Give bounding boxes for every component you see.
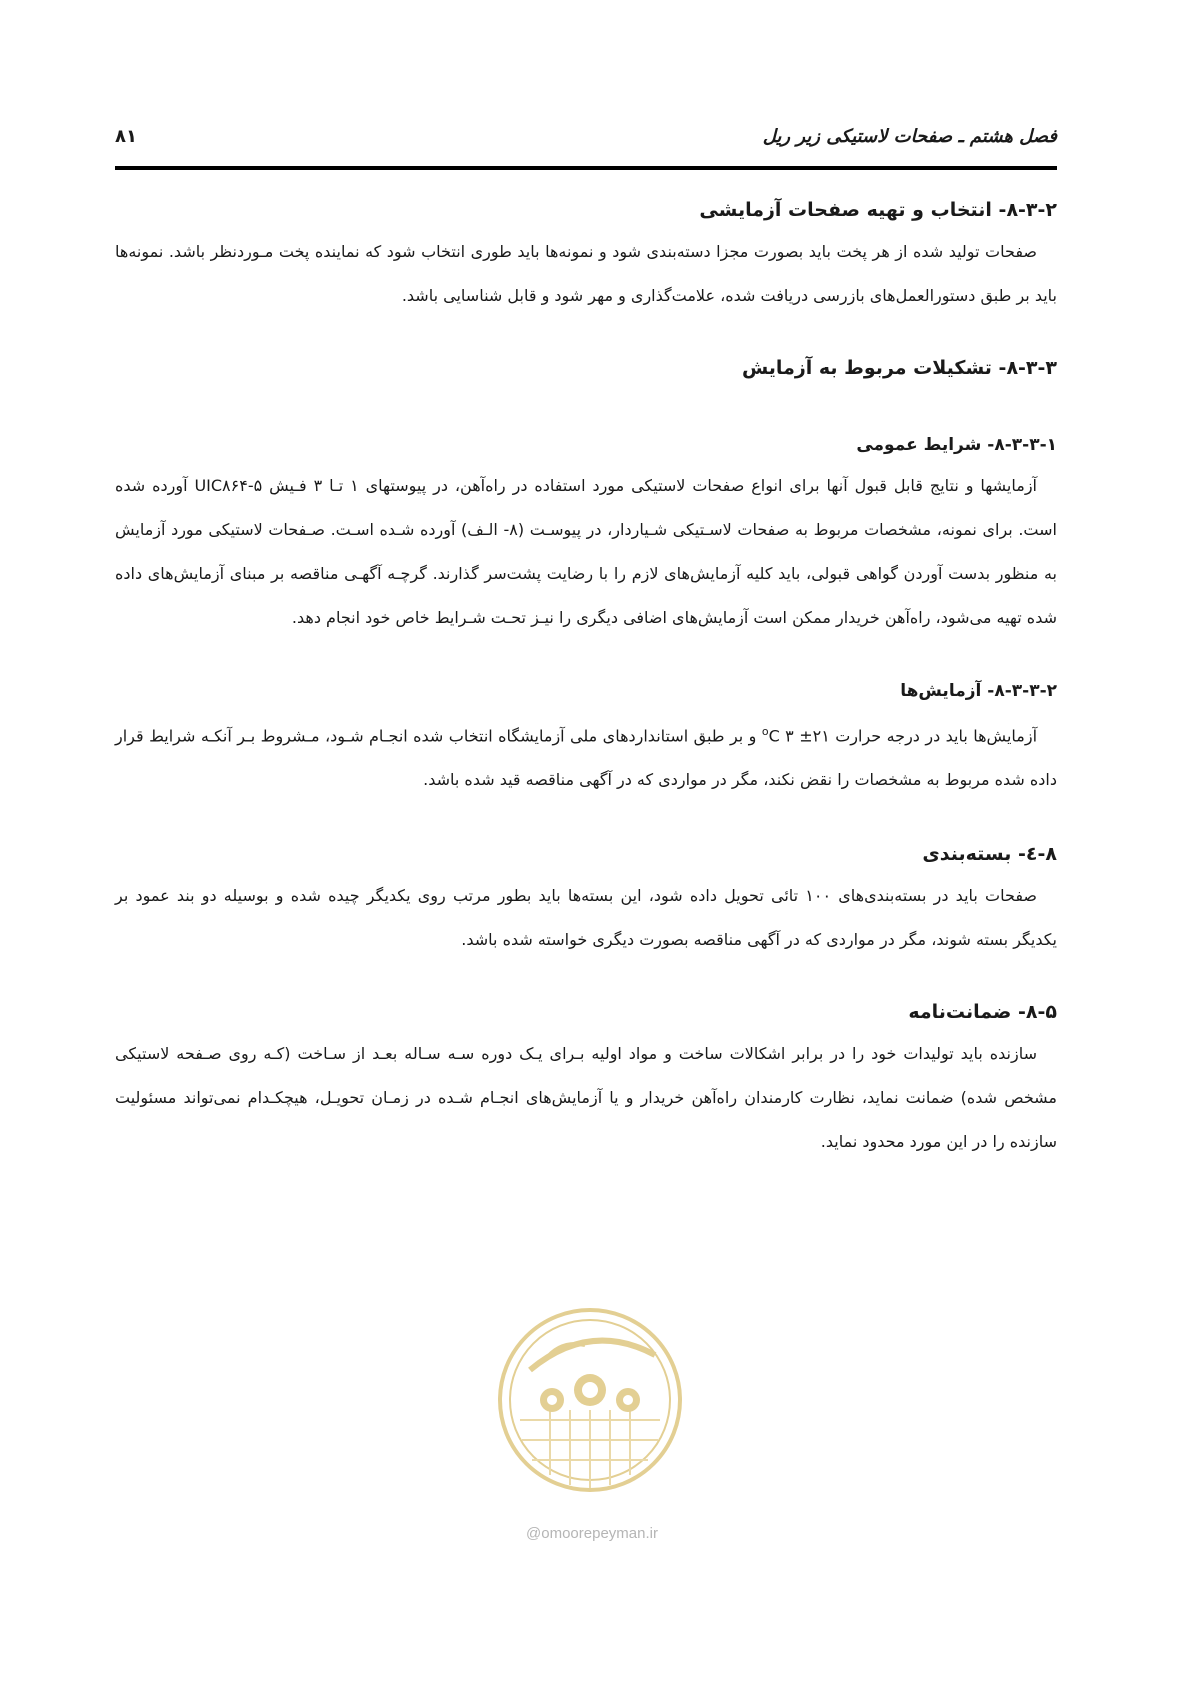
page-header (115, 126, 1057, 166)
section-paragraph: سازنده باید تولیدات خود را در برابر اشکالات ساخت و مواد اولیه بـرای یـک دوره سـه سـاله بعـد از سـاخت (کـه روی صـفحه لاستیکی مشخص شده) ضمانت نماید، نظارت کارمندان راه‌آهن خریدار و یا آزمایش‌های انجـام شـده در زمـان تحویـل، هیچکـدام نمی‌تواند مسئولیت سازنده را در این مورد محدود نماید. (115, 1044, 1057, 1152)
section-8-3-3 (115, 348, 1057, 388)
section-heading: ۸-۳-۲- انتخاب و تهیه صفحات آزمایشی (699, 199, 1057, 221)
section-heading: ۸-۳-۳-۱- شرایط عمومی (856, 435, 1057, 455)
watermark-logo (490, 1300, 690, 1500)
paragraph-text-end: C ۳ ±۲۱ و بر طبق استانداردهای ملی آزمایشگاه انتخاب شده انجـام شـود، مـشروط بـر آنکـه شرایط قرار داده شده مربوط به مشخصات را نقض نکند، مگر در مواردی که در آگهی مناقصه قید شده باشد. (115, 726, 1057, 790)
section-8-4 (115, 834, 1057, 962)
section-paragraph: صفحات باید در بسته‌بندی‌های ۱۰۰ تائی تحویل داده شود، این بسته‌ها باید بطور مرتب روی یکدیگر چیده شده و بوسیله دو بند عمود بر یکدیگر بسته شوند، مگر در مواردی که در آگهی مناقصه بصورت دیگری خواسته شده باشد. (115, 886, 1057, 950)
watermark-seal-icon (490, 1300, 690, 1500)
chapter-title: فصل هشتم ـ صفحات لاستیکی زیر ریل (762, 126, 1057, 147)
page-number: ۸۱ (115, 126, 137, 147)
paragraph-text-start: آزمایش‌ها باید در درجه حرارت (829, 726, 1038, 746)
section-paragraph: آزمایشها و نتایج قابل قبول آنها برای انواع صفحات لاستیکی مورد استفاده در راه‌آهن، در پیوستهای ۱ تـا ۳ فـیش UIC۸۶۴-۵ آورده شده است. برای نمونه، مشخصات مربوط به صفحات لاسـتیکی شـیاردار، در پیوسـت (۸- الـف) آورده شـده اسـت. صـفحات لاستیکی مورد آزمایش به منظور بدست آوردن گواهی قبولی، باید کلیه آزمایش‌های لازم را با رضایت پشت‌سر گذارند. گرچـه آگهـی مناقصه بر مبنای آزمایش‌های داده شده تهیه می‌شود، راه‌آهن خریدار ممکن است آزمایش‌های اضافی دیگری را نیـز تحـت شـرایط خاص خود انجام دهد. (115, 476, 1057, 627)
degree-superscript: o (761, 725, 769, 738)
section-8-3-3-2 (115, 672, 1057, 802)
watermark-site-text: @omoorepeyman.ir (526, 1525, 658, 1542)
section-8-3-2 (115, 190, 1057, 318)
section-paragraph: صفحات تولید شده از هر پخت باید بصورت مجزا دسته‌بندی شود و نمونه‌ها باید طوری انتخاب شود که نماینده پخت مـوردنظر باشد. نمونه‌ها باید بر طبق دستورالعمل‌های بازرسی دریافت شده، علامت‌گذاری و مهر شود و قابل شناسایی باشد. (115, 242, 1057, 305)
document-body (115, 190, 1057, 1164)
section-8-5 (115, 992, 1057, 1164)
section-heading: ۸-۳-۳- تشکیلات مربوط به آزمایش (741, 357, 1057, 379)
header-rule (115, 166, 1057, 170)
section-8-3-3-1 (115, 426, 1057, 640)
section-heading: ۸-۳-۳-۲- آزمایش‌ها (900, 681, 1057, 701)
section-heading: ۸-۵- ضمانت‌نامه (908, 1001, 1057, 1024)
section-paragraph (115, 710, 1057, 802)
section-heading: ۸-٤- بسته‌بندی (922, 843, 1057, 866)
